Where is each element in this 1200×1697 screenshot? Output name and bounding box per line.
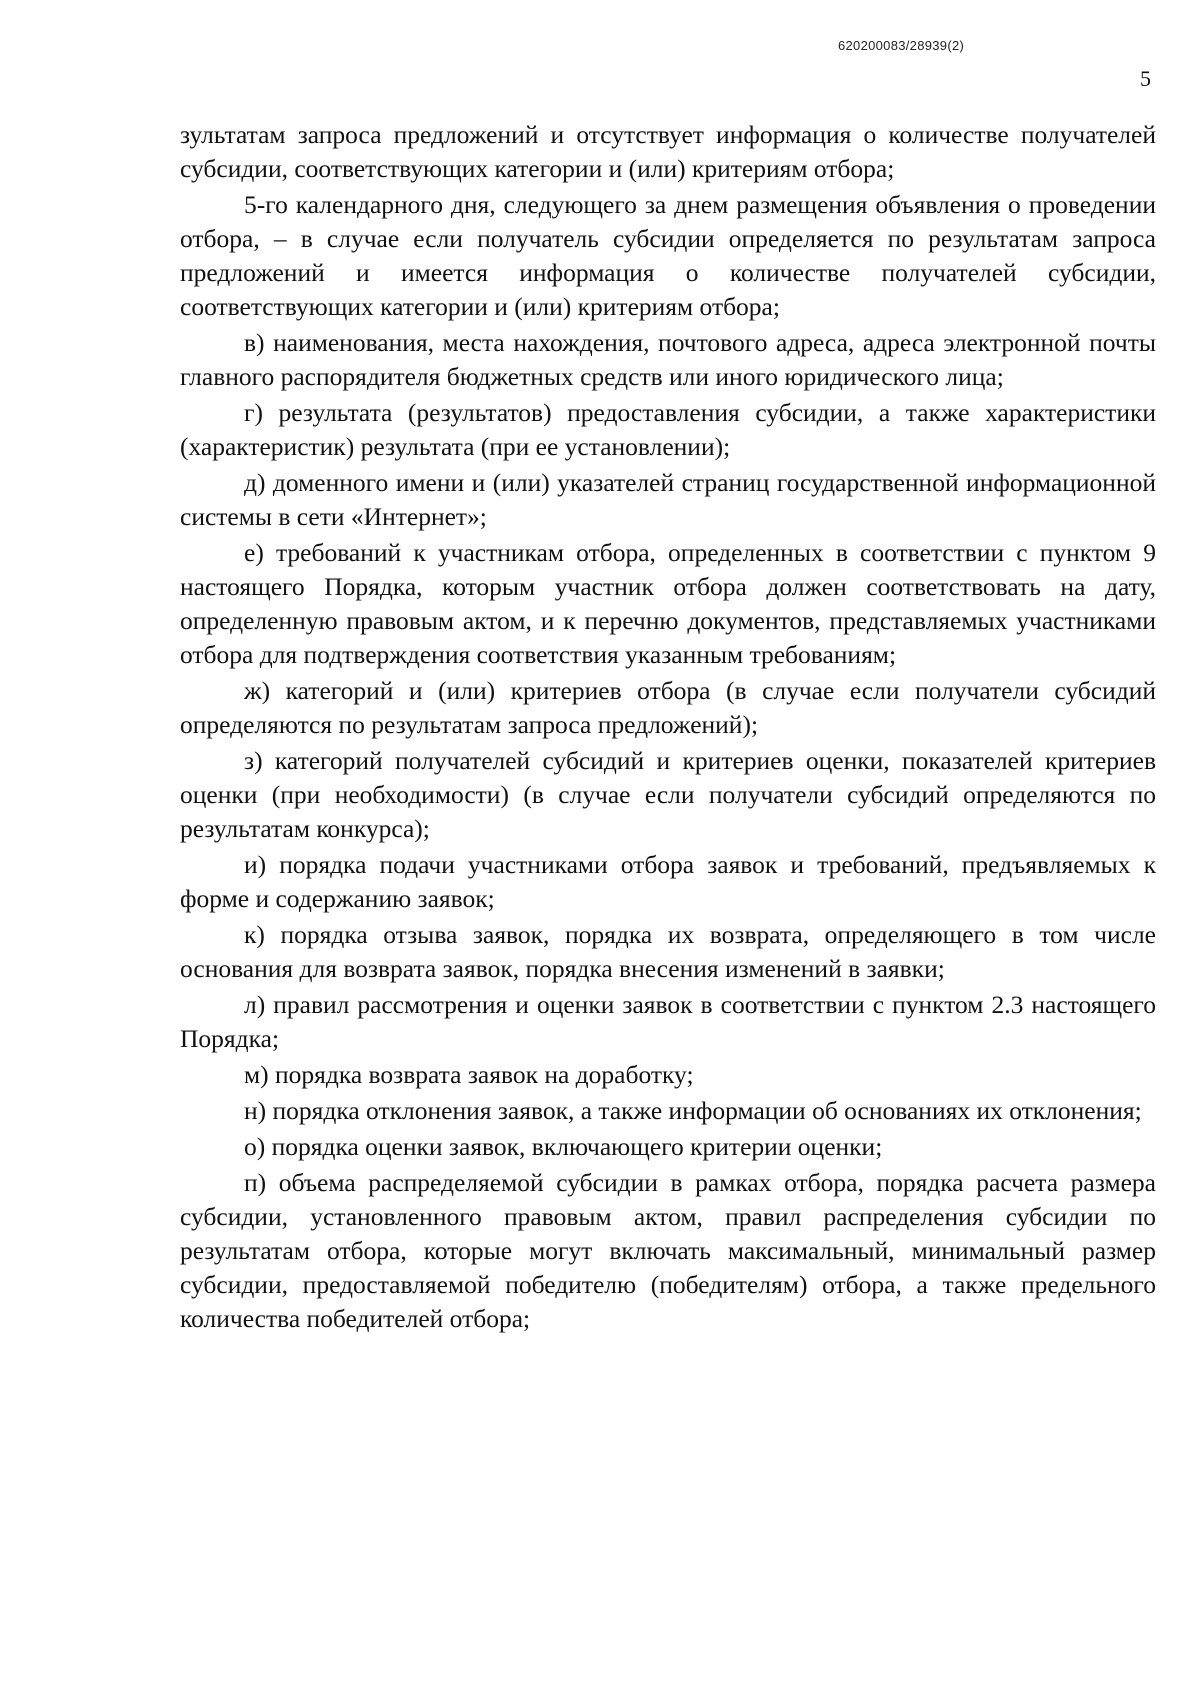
- paragraph-item-o: о) порядка оценки заявок, включающего критерии оценки;: [244, 1132, 883, 1161]
- paragraph-item-l: л) правил рассмотрения и оценки заявок в соответствии с пунктом 2.3 настоящего Порядка;: [180, 990, 1156, 1053]
- paragraph-item-k: к) порядка отзыва заявок, порядка их возврата, определяющего в том числе основания для возврата заявок, порядка внесения изменений в заявки;: [180, 920, 1156, 983]
- paragraph-item-n: н) порядка отклонения заявок, а также информации об основаниях их отклонения;: [244, 1096, 1142, 1125]
- paragraph-item-d: д) доменного имени и (или) указателей страниц государственной информационной системы в сети «Интернет»;: [180, 468, 1156, 531]
- paragraph-item-z: з) категорий получателей субсидий и критериев оценки, показателей критериев оценки (при необходимости) (в случае если получатели субсидий определяются по результатам конкурса);: [180, 746, 1156, 843]
- paragraph-item-g: г) результата (результатов) предоставления субсидии, а также характеристики (характеристик) результата (при ее установлении);: [180, 398, 1156, 461]
- paragraph-item-m: м) порядка возврата заявок на доработку;: [244, 1060, 694, 1089]
- paragraph-item-i: и) порядка подачи участниками отбора заявок и требований, предъявляемых к форме и содержанию заявок;: [180, 850, 1156, 913]
- page-number: 5: [1140, 66, 1151, 91]
- paragraph-item-v: в) наименования, места нахождения, почтового адреса, адреса электронной почты главного распорядителя бюджетных средств или иного юридического лица;: [180, 328, 1156, 391]
- paragraph-item-e: е) требований к участникам отбора, определенных в соответствии с пунктом 9 настоящего Порядка, которым участник отбора должен соответствовать на дату, определенную правовым актом, и к перечню документов, представляемых участниками отбора для подтверждения соответствия указанным требованиям;: [180, 538, 1156, 669]
- paragraph-item-p: п) объема распределяемой субсидии в рамках отбора, порядка расчета размера субсидии, установленного правовым актом, правил распределения субсидии по результатам отбора, которые могут включать максимальный, минимальный размер субсидии, предоставляемой победителю (победителям) отбора, а также предельного количества победителей отбора;: [180, 1168, 1156, 1333]
- paragraph-item-zh: ж) категорий и (или) критериев отбора (в случае если получатели субсидий определяются по результатам запроса предложений);: [180, 676, 1156, 739]
- document-code: 620200083/28939(2): [838, 38, 965, 53]
- paragraph: 5-го календарного дня, следующего за днем размещения объявления о проведении отбора, – в случае если получатель субсидии определяется по результатам запроса предложений и имеется информация о количестве получателей субсидии, соответствующих категории и (или) критериям отбора;: [180, 190, 1156, 321]
- paragraph: зультатам запроса предложений и отсутствует информация о количестве получателей субсидии, соответствующих категории и (или) критериям отбора;: [180, 120, 1156, 183]
- document-body: [180, 118, 1156, 1338]
